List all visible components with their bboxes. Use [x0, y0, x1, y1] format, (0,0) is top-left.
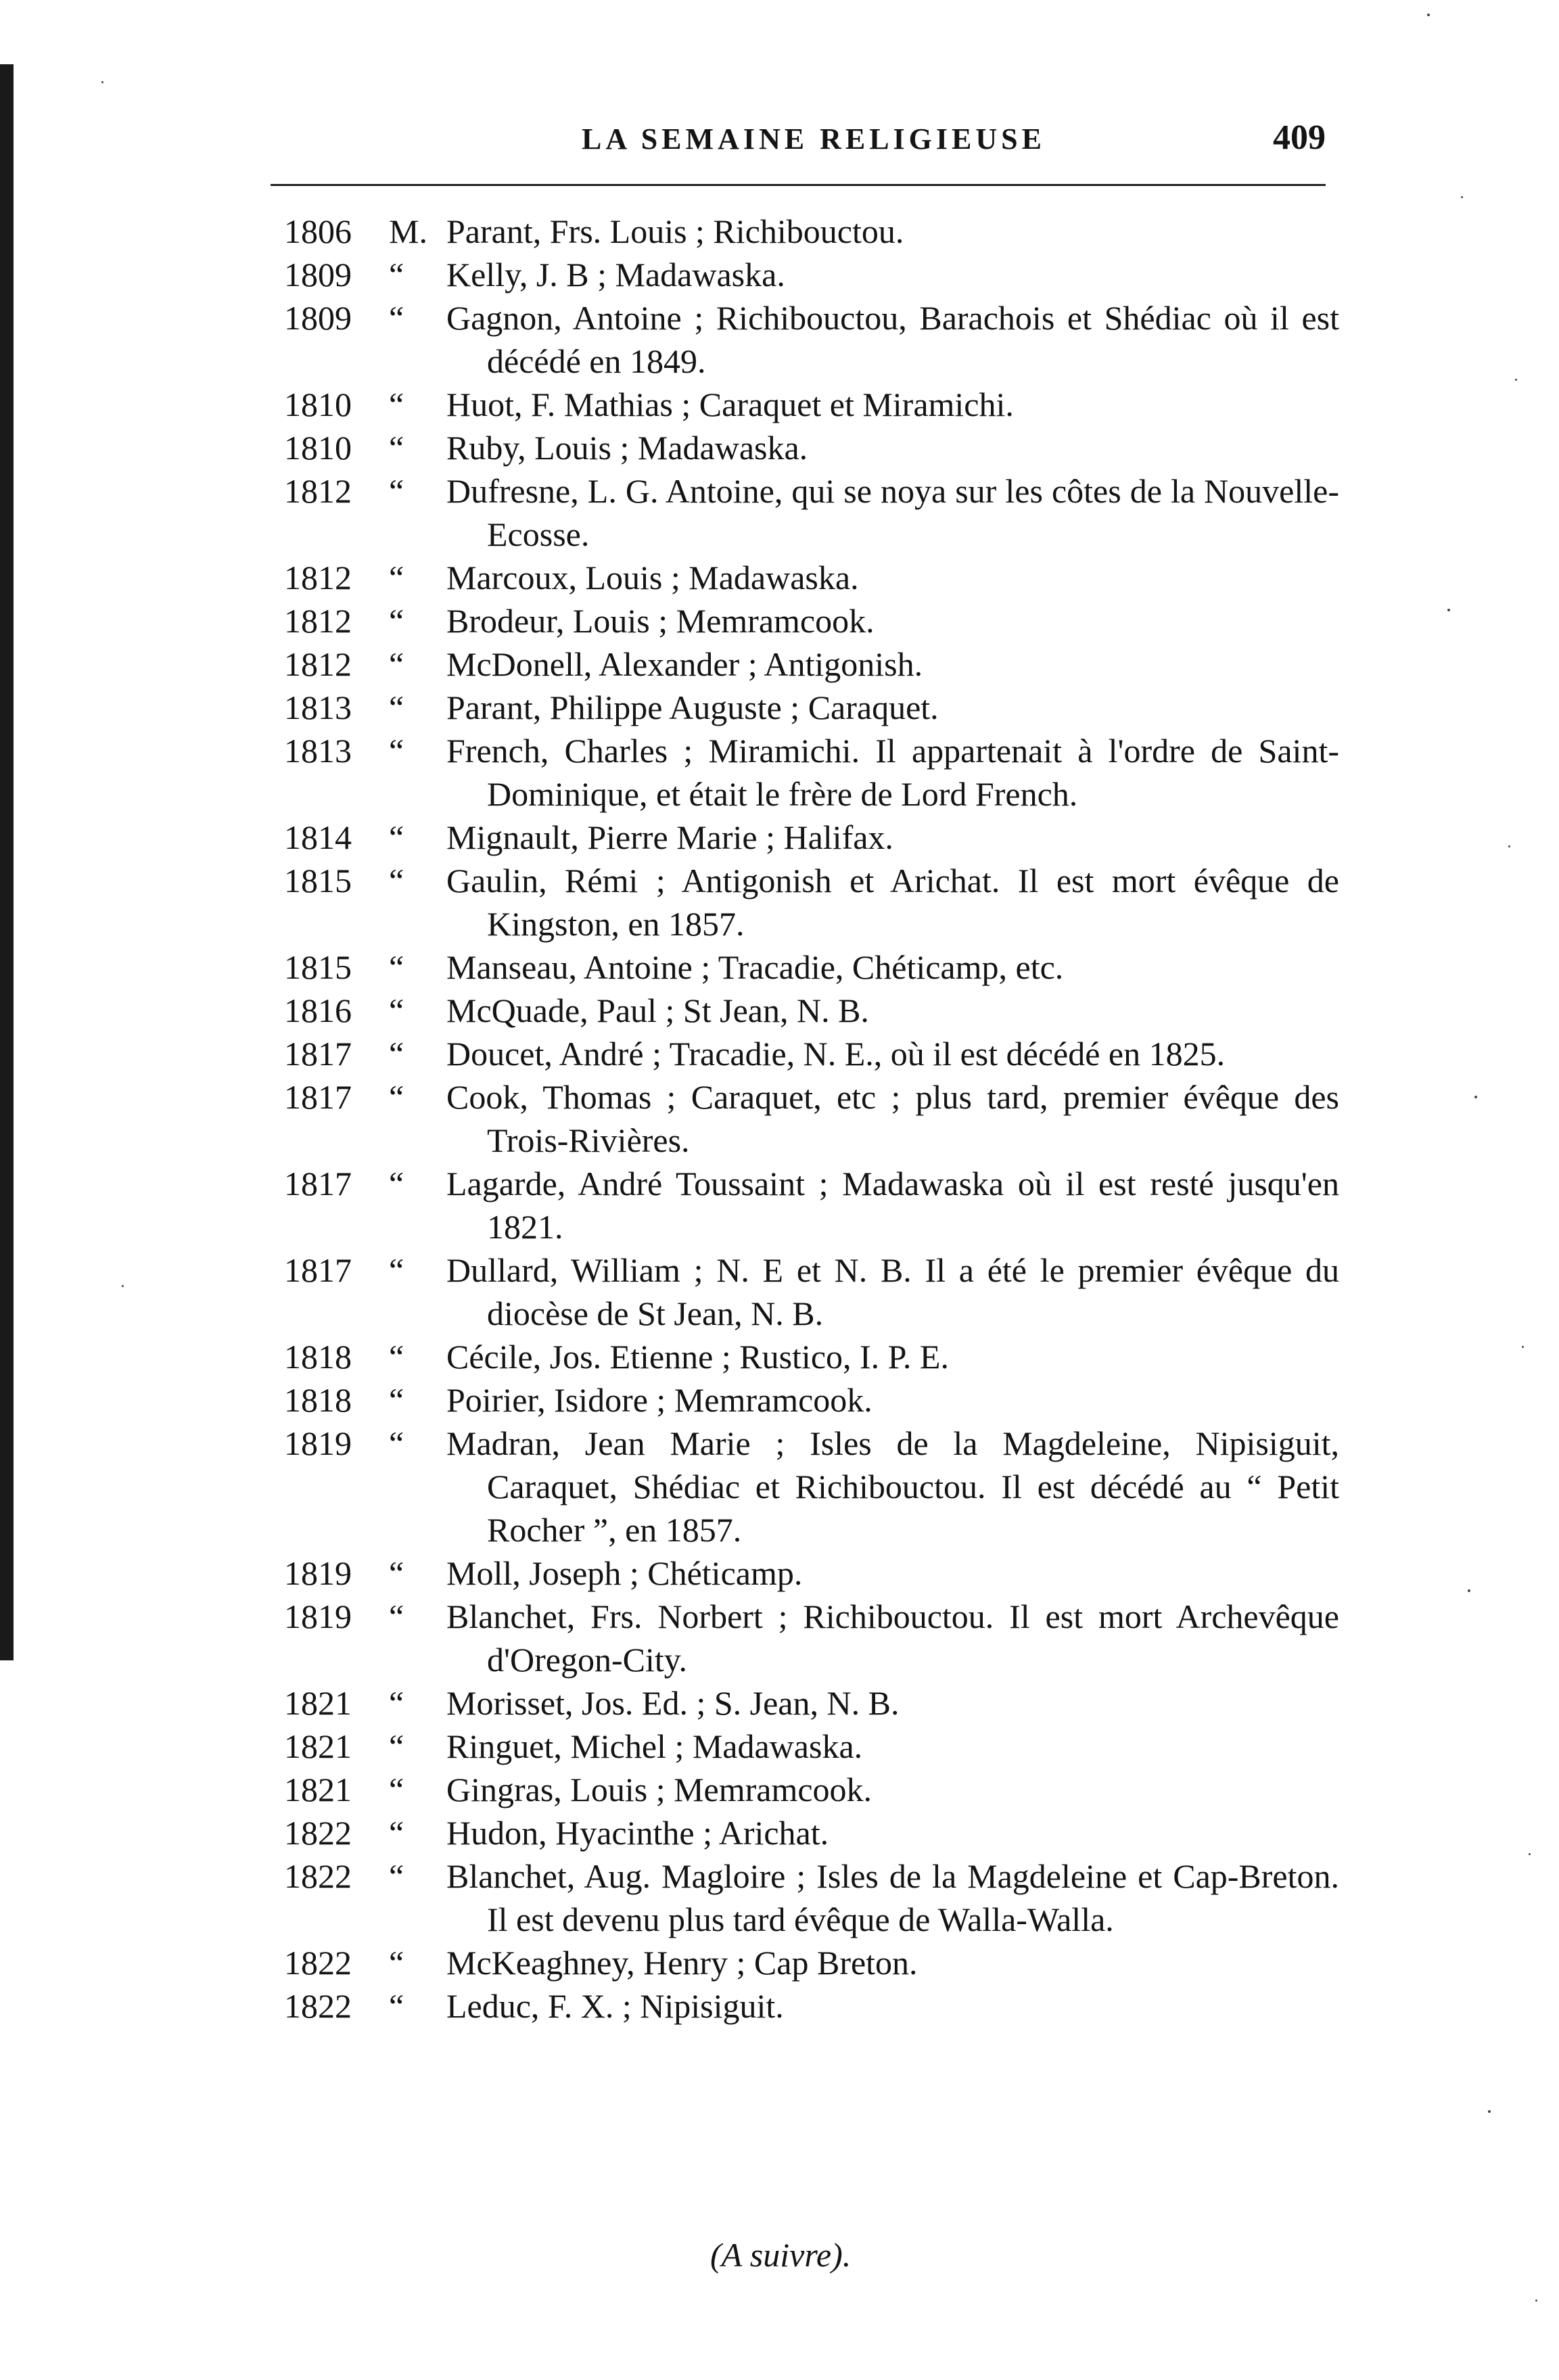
list-item — [284, 1378, 1339, 1422]
entry-text: Leduc, F. X. ; Nipisiguit. — [446, 1987, 784, 2025]
entry-text: Ringuet, Michel ; Madawaska. — [446, 1727, 863, 1765]
entry-year: 1812 — [284, 602, 352, 640]
entry-year: 1812 — [284, 559, 352, 597]
entry-text: Gagnon, Antoine ; Richibouctou, Barachois et Shédiac où il est décédé en 1849. — [446, 299, 1339, 380]
list-item — [284, 469, 1339, 556]
ditto-mark: “ — [389, 1597, 404, 1635]
entry-text: Moll, Joseph ; Chéticamp. — [446, 1554, 803, 1592]
header-rule — [271, 184, 1326, 186]
entry-year: 1810 — [284, 386, 352, 423]
list-item — [284, 1984, 1339, 2028]
entry-year: 1818 — [284, 1381, 352, 1419]
entry-year: 1821 — [284, 1684, 352, 1722]
list-item — [284, 729, 1339, 816]
entry-year: 1819 — [284, 1554, 352, 1592]
entry-year: 1813 — [284, 732, 352, 770]
entry-year: 1809 — [284, 256, 352, 294]
ditto-mark: “ — [389, 645, 404, 683]
page-header — [271, 108, 1326, 183]
list-item — [284, 1941, 1339, 1984]
entry-text: McKeaghney, Henry ; Cap Breton. — [446, 1944, 918, 1982]
ditto-mark: “ — [389, 1035, 404, 1073]
entry-text: Madran, Jean Marie ; Isles de la Magdeleine, Nipisiguit, Caraquet, Shédiac et Richibouctou. Il est décédé au “ Petit Rocher ”, en 1857. — [446, 1424, 1339, 1549]
list-item — [284, 859, 1339, 946]
ditto-mark: “ — [389, 1554, 404, 1592]
entry-text: Cook, Thomas ; Caraquet, etc ; plus tard, premier évêque des Trois-Rivières. — [446, 1078, 1339, 1159]
entry-year: 1819 — [284, 1597, 352, 1635]
entry-year: 1822 — [284, 1857, 352, 1895]
entry-year: 1809 — [284, 299, 352, 337]
entry-text: Parant, Philippe Auguste ; Caraquet. — [446, 689, 939, 726]
ditto-mark: “ — [389, 1944, 404, 1982]
list-item — [284, 1681, 1339, 1725]
list-item — [284, 1335, 1339, 1378]
ditto-mark: “ — [389, 732, 404, 770]
entry-text: Hudon, Hyacinthe ; Arichat. — [446, 1814, 829, 1852]
entry-year: 1818 — [284, 1338, 352, 1376]
ditto-mark: “ — [389, 559, 404, 597]
entry-year: 1814 — [284, 818, 352, 856]
entry-year: 1813 — [284, 689, 352, 726]
ditto-mark: “ — [389, 1727, 404, 1765]
ditto-mark: “ — [389, 1424, 404, 1462]
entry-year: 1817 — [284, 1035, 352, 1073]
list-item — [284, 1075, 1339, 1162]
running-title: LA SEMAINE RELIGIEUSE — [582, 122, 1046, 156]
entry-text: French, Charles ; Miramichi. Il appartenait à l'ordre de Saint-Dominique, et était le frère de Lord French. — [446, 732, 1339, 813]
entry-year: 1817 — [284, 1165, 352, 1203]
ditto-mark: “ — [389, 299, 404, 337]
entry-year: 1815 — [284, 862, 352, 900]
list-item — [284, 1854, 1339, 1941]
ditto-mark: “ — [389, 602, 404, 640]
entry-text: Gaulin, Rémi ; Antigonish et Arichat. Il est mort évêque de Kingston, en 1857. — [446, 862, 1339, 943]
ditto-mark: “ — [389, 1987, 404, 2025]
list-item — [284, 426, 1339, 469]
ditto-mark: “ — [389, 689, 404, 726]
ditto-mark: “ — [389, 991, 404, 1029]
list-item — [284, 816, 1339, 859]
entry-text: Poirier, Isidore ; Memramcook. — [446, 1381, 872, 1419]
ditto-mark: “ — [389, 1165, 404, 1203]
entry-text: Gingras, Louis ; Memramcook. — [446, 1771, 872, 1809]
entry-text: Doucet, André ; Tracadie, N. E., où il est décédé en 1825. — [446, 1035, 1226, 1073]
list-item — [284, 1032, 1339, 1075]
ditto-mark: “ — [389, 256, 404, 294]
ditto-mark: “ — [389, 386, 404, 423]
ditto-mark: “ — [389, 1684, 404, 1722]
entry-year: 1810 — [284, 429, 352, 467]
ditto-mark: “ — [389, 862, 404, 900]
list-item — [284, 989, 1339, 1032]
list-item — [284, 383, 1339, 426]
entry-year: 1822 — [284, 1944, 352, 1982]
list-item — [284, 946, 1339, 989]
entry-text: Marcoux, Louis ; Madawaska. — [446, 559, 859, 597]
ditto-mark: “ — [389, 1338, 404, 1376]
entry-year: 1821 — [284, 1771, 352, 1809]
ditto-mark: “ — [389, 1771, 404, 1809]
priest-list — [284, 210, 1339, 2028]
entry-year: 1812 — [284, 472, 352, 510]
list-item — [284, 1768, 1339, 1811]
list-item — [284, 253, 1339, 296]
entry-text: Lagarde, André Toussaint ; Madawaska où il est resté jusqu'en 1821. — [446, 1165, 1339, 1246]
ditto-mark: “ — [389, 429, 404, 467]
entry-text: Mignault, Pierre Marie ; Halifax. — [446, 818, 893, 856]
entry-text: Kelly, J. B ; Madawaska. — [446, 256, 785, 294]
entry-text: Morisset, Jos. Ed. ; S. Jean, N. B. — [446, 1684, 900, 1722]
entry-text: Cécile, Jos. Etienne ; Rustico, I. P. E. — [446, 1338, 949, 1376]
ditto-mark: “ — [389, 948, 404, 986]
binding-edge — [0, 64, 14, 1660]
ditto-mark: “ — [389, 818, 404, 856]
list-item — [284, 556, 1339, 599]
list-item — [284, 1422, 1339, 1551]
ditto-mark: “ — [389, 472, 404, 510]
entry-text: Brodeur, Louis ; Memramcook. — [446, 602, 875, 640]
entry-text: McDonell, Alexander ; Antigonish. — [446, 645, 923, 683]
entry-text: Blanchet, Frs. Norbert ; Richibouctou. Il est mort Archevêque d'Oregon-City. — [446, 1597, 1339, 1679]
ditto-mark: “ — [389, 1814, 404, 1852]
entry-text: McQuade, Paul ; St Jean, N. B. — [446, 991, 869, 1029]
list-item — [284, 1162, 1339, 1249]
list-item — [284, 643, 1339, 686]
list-item — [284, 210, 1339, 253]
entry-year: 1822 — [284, 1987, 352, 2025]
entry-year: 1815 — [284, 948, 352, 986]
ditto-mark: M. — [389, 212, 427, 250]
entry-text: Huot, F. Mathias ; Caraquet et Miramichi. — [446, 386, 1014, 423]
entry-text: Ruby, Louis ; Madawaska. — [446, 429, 808, 467]
entry-year: 1812 — [284, 645, 352, 683]
entry-year: 1822 — [284, 1814, 352, 1852]
entry-year: 1819 — [284, 1424, 352, 1462]
entry-year: 1821 — [284, 1727, 352, 1765]
entry-text: Parant, Frs. Louis ; Richibouctou. — [446, 212, 904, 250]
ditto-mark: “ — [389, 1251, 404, 1289]
list-item — [284, 686, 1339, 729]
entry-year: 1817 — [284, 1078, 352, 1116]
entry-text: Blanchet, Aug. Magloire ; Isles de la Magdeleine et Cap-Breton. Il est devenu plus tard évêque de Walla-Walla. — [446, 1857, 1339, 1938]
list-item — [284, 599, 1339, 643]
entry-year: 1817 — [284, 1251, 352, 1289]
list-item — [284, 1249, 1339, 1335]
entry-year: 1816 — [284, 991, 352, 1029]
ditto-mark: “ — [389, 1857, 404, 1895]
continued-note: (A suivre). — [710, 2236, 852, 2274]
page-number: 409 — [1273, 118, 1326, 157]
entry-year: 1806 — [284, 212, 352, 250]
ditto-mark: “ — [389, 1078, 404, 1116]
list-item — [284, 1595, 1339, 1681]
ditto-mark: “ — [389, 1381, 404, 1419]
entry-text: Dufresne, L. G. Antoine, qui se noya sur les côtes de la Nouvelle-Ecosse. — [446, 472, 1339, 553]
list-item — [284, 296, 1339, 383]
list-item — [284, 1811, 1339, 1854]
list-item — [284, 1551, 1339, 1595]
list-item — [284, 1725, 1339, 1768]
entry-text: Dullard, William ; N. E et N. B. Il a été le premier évêque du diocèse de St Jean, N. B. — [446, 1251, 1339, 1332]
entry-text: Manseau, Antoine ; Tracadie, Chéticamp, etc. — [446, 948, 1064, 986]
